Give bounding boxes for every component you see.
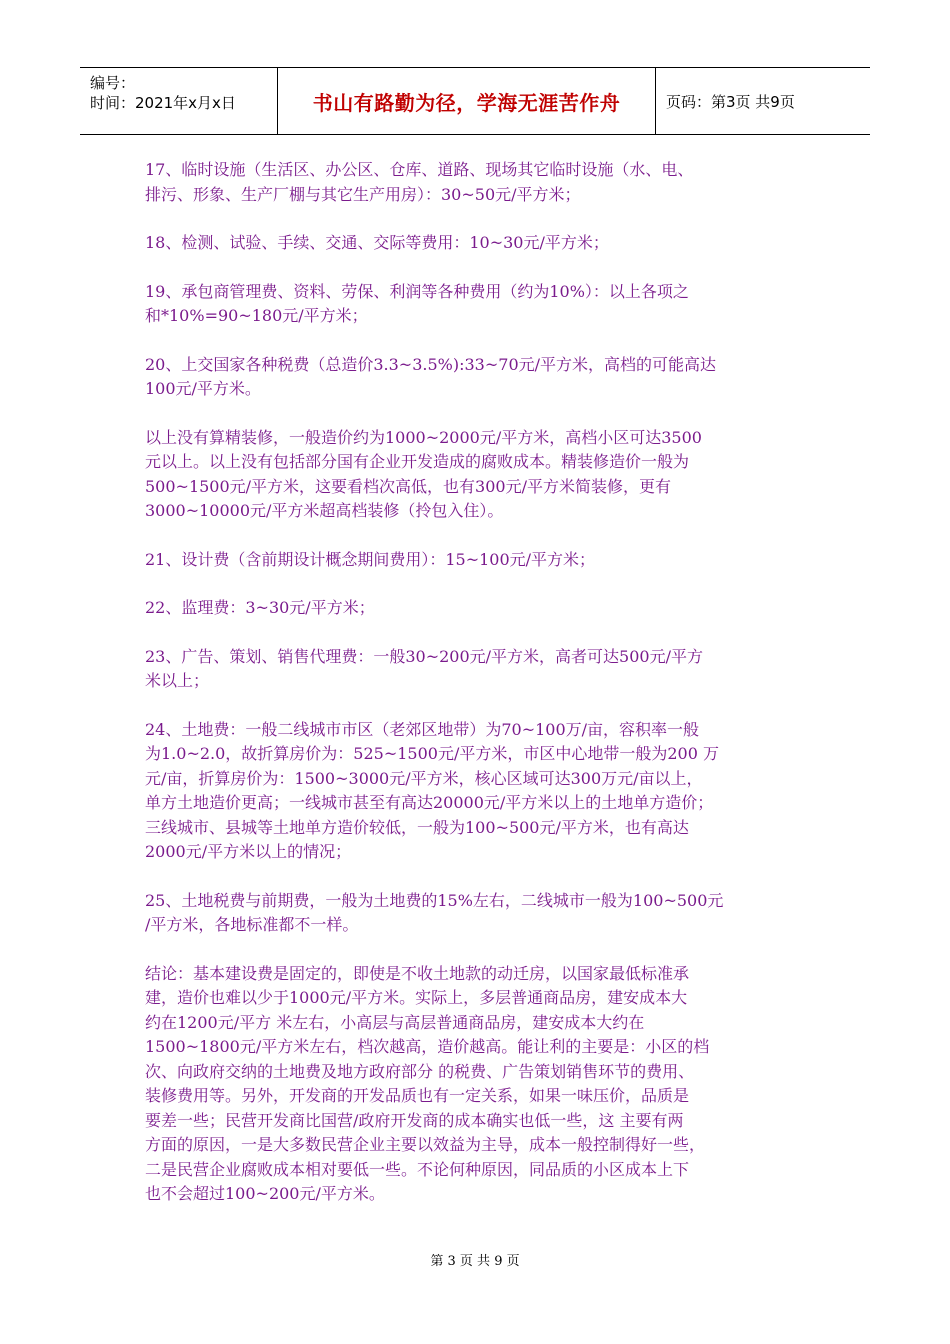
- paragraph-line: 也不会超过100~200元/平方米。: [145, 1184, 385, 1203]
- paragraph-line: /平方米，各地标准都不一样。: [145, 915, 359, 934]
- paragraph-line: 21、设计费（含前期设计概念期间费用）：15~100元/平方米；: [145, 549, 596, 569]
- paragraph-line: 排污、形象、生产厂棚与其它生产用房）：30~50元/平方米；: [145, 184, 581, 204]
- header-motto: 书山有路勤为径，学海无涯苦作舟: [278, 68, 656, 134]
- paragraph-line: 方面的原因，一是大多数民营企业主要以效益为主导，成本一般控制得好一些，: [145, 1135, 706, 1154]
- paragraph-line: 单方土地造价更高；一线城市甚至有高达20000元/平方米以上的土地单方造价；: [145, 793, 714, 812]
- paragraph-line: 1500~1800元/平方米左右，档次越高，造价越高。能让利的主要是：小区的档: [145, 1037, 710, 1056]
- header-page-info: 页码：第3页 共9页: [666, 92, 795, 111]
- paragraph-line: 3000~10000元/平方米超高档装修（拎包入住）。: [145, 501, 504, 520]
- paragraph-line: 二是民营企业腐败成本相对要低一些。不论何种原因，同品质的小区成本上下: [145, 1159, 690, 1179]
- paragraph: [145, 158, 810, 207]
- paragraph-line: 18、检测、试验、手续、交通、交际等费用：10~30元/平方米；: [145, 233, 609, 252]
- paragraph: [145, 548, 810, 573]
- paragraph: [145, 280, 810, 329]
- paragraph-line: 17、临时设施（生活区、办公区、仓库、道路、现场其它临时设施（水、电、: [145, 160, 694, 179]
- paragraph: [145, 962, 810, 1207]
- paragraph-line: 23、广告、策划、销售代理费：一般30~200元/平方米，高者可达500元/平方: [145, 646, 703, 666]
- paragraph: [145, 426, 810, 524]
- paragraph-line: 结论：基本建设费是固定的，即使是不收土地款的动迁房，以国家最低标准承: [145, 963, 690, 983]
- number-label: 编号：: [90, 74, 136, 92]
- paragraph-line: 25、土地税费与前期费，一般为土地费的15%左右，二线城市一般为100~500元: [145, 890, 724, 910]
- paragraph: [145, 889, 810, 938]
- paragraph-line: 元以上。以上没有包括部分国有企业开发造成的腐败成本。精装修造价一般为: [145, 452, 690, 471]
- paragraph-line: 24、土地费：一般二线城市市区（老郊区地带）为70~100万/亩，容积率一般: [145, 719, 700, 739]
- paragraph-line: 约在1200元/平方 米左右，小高层与高层普通商品房，建安成本大约在: [145, 1012, 645, 1032]
- time-label: 时间：2021年x月x日: [90, 94, 236, 112]
- paragraph: [145, 353, 810, 402]
- paragraph-line: 米以上；: [145, 671, 210, 690]
- paragraph-line: 元/亩，折算房价为：1500~3000元/平方米，核心区域可达300万元/亩以上，: [145, 768, 703, 788]
- paragraph: [145, 231, 810, 256]
- paragraph-line: 要差一些；民营开发商比国营/政府开发商的成本确实也低一些，这 主要有两: [145, 1110, 684, 1130]
- paragraph-line: 和*10%=90~180元/平方米；: [145, 306, 368, 325]
- paragraph-line: 500~1500元/平方米，这要看档次高低，也有300元/平方米简装修，更有: [145, 476, 671, 496]
- paragraph-line: 100元/平方米。: [145, 379, 261, 398]
- paragraph-line: 为1.0~2.0，故折算房价为：525~1500元/平方米，市区中心地带一般为200 万: [145, 744, 719, 763]
- paragraph-line: 22、监理费：3~30元/平方米；: [145, 598, 375, 617]
- paragraph-line: 次、向政府交纳的土地费及地方政府部分 的税费、广告策划销售环节的费用、: [145, 1061, 695, 1081]
- paragraph-line: 装修费用等。另外，开发商的开发品质也有一定关系，如果一味压价，品质是: [145, 1086, 690, 1105]
- page-header: [80, 67, 870, 135]
- paragraph-line: 三线城市、县城等土地单方造价较低，一般为100~500元/平方米，也有高达: [145, 817, 689, 837]
- paragraph: [145, 645, 810, 694]
- page-footer: 第 3 页 共 9 页: [430, 1254, 520, 1269]
- paragraph: [145, 718, 810, 865]
- header-meta: [80, 68, 278, 134]
- paragraph-line: 20、上交国家各种税费（总造价3.3~3.5%):33~70元/平方米，高档的可能高达: [145, 354, 717, 374]
- paragraph-line: 19、承包商管理费、资料、劳保、利润等各种费用（约为10%）：以上各项之: [145, 281, 689, 301]
- paragraph-line: 以上没有算精装修，一般造价约为1000~2000元/平方米，高档小区可达3500: [145, 427, 702, 447]
- document-body: [145, 158, 810, 1231]
- paragraph-line: 建，造价也难以少于1000元/平方米。实际上，多层普通商品房，建安成本大: [145, 988, 688, 1007]
- paragraph-line: 2000元/平方米以上的情况；: [145, 842, 352, 861]
- paragraph: [145, 596, 810, 621]
